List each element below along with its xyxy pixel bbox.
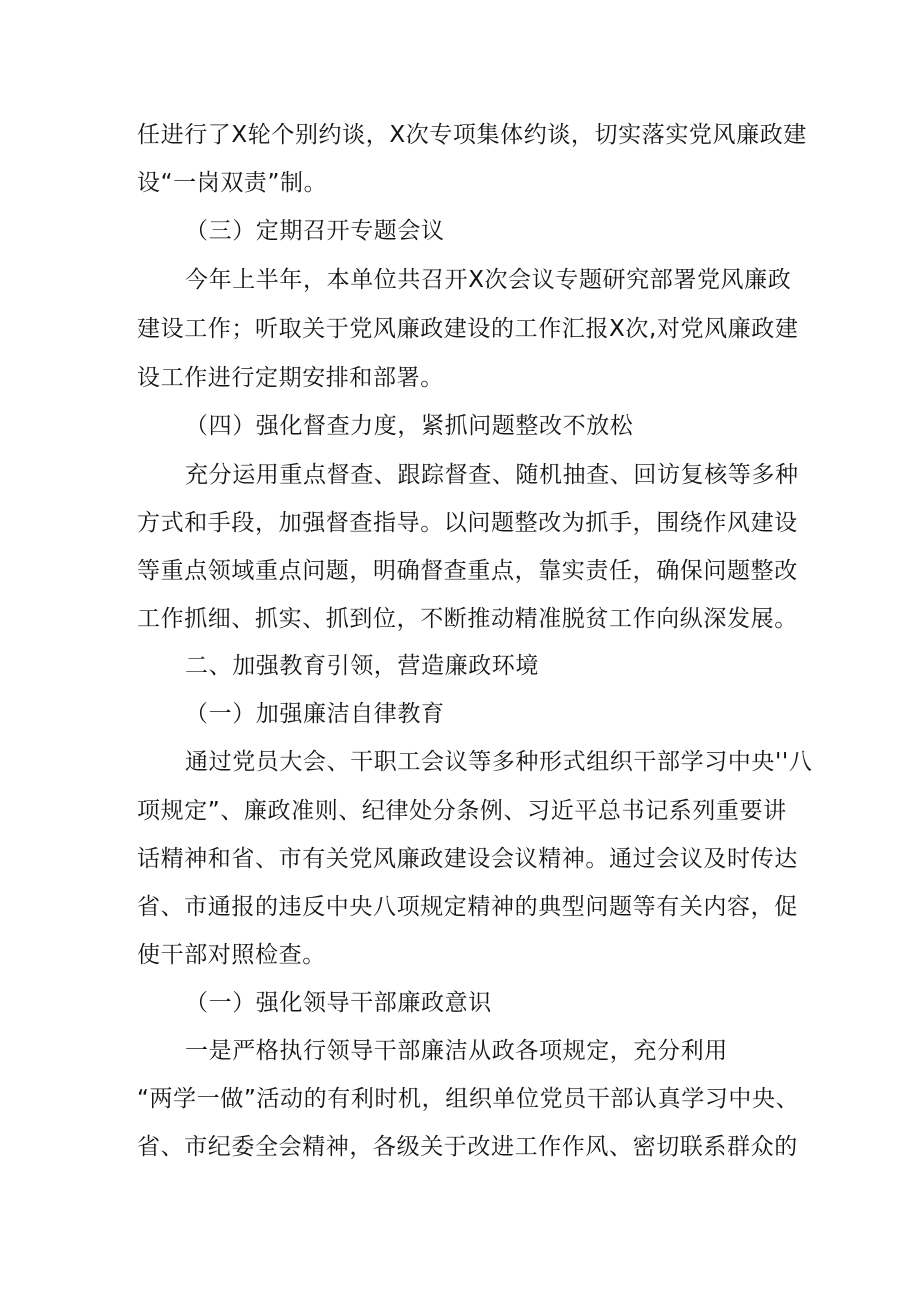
text-line: 设工作进行定期安排和部署。 (137, 365, 444, 391)
section-heading: （一）强化领导干部廉政意识 (185, 990, 492, 1016)
text-line: 使干部对照检查。 (137, 942, 326, 968)
text-line: 省、市通报的违反中央八项规定精神的典型问题等有关内容，促 (137, 894, 798, 920)
text-line: 通过党员大会、干职工会议等多种形式组织干部学习中央''八 (185, 749, 813, 775)
text-line: 任进行了X轮个别约谈，X次专项集体约谈，切实落实党风廉政建 (137, 122, 807, 148)
section-heading: （三）定期召开专题会议 (185, 218, 445, 244)
text-line: 建设工作；听取关于党风廉政建设的工作汇报X次,对党风廉政建 (137, 316, 799, 342)
section-heading: （四）强化督查力度，紧抓问题整改不放松 (185, 413, 634, 439)
chapter-heading: 二、加强教育引领，营造廉政环境 (185, 653, 539, 679)
text-line: 设“一岗双责”制。 (137, 170, 328, 196)
text-line: 话精神和省、市有关党风廉政建设会议精神。通过会议及时传达 (137, 846, 798, 872)
text-line: 一是严格执行领导干部廉洁从政各项规定，充分利用 (185, 1038, 728, 1064)
text-line: 工作抓细、抓实、抓到位，不断推动精准脱贫工作向纵深发展。 (137, 606, 798, 632)
text-line: 项规定”、廉政准则、纪律处分条例、习近平总书记系列重要讲 (137, 798, 787, 824)
section-heading: （一）加强廉洁自律教育 (185, 701, 445, 727)
text-line: 方式和手段，加强督查指导。以问题整改为抓手，围绕作风建设 (137, 510, 798, 536)
text-line: 今年上半年，本单位共召开X次会议专题研究部署党风廉政 (185, 267, 792, 293)
text-line: 充分运用重点督查、跟踪督查、随机抽查、回访复核等多种 (185, 462, 799, 488)
text-line: 等重点领域重点问题，明确督查重点，靠实责任，确保问题整改 (137, 558, 798, 584)
text-line: 省、市纪委全会精神，各级关于改进工作作风、密切联系群众的 (137, 1134, 798, 1160)
text-line: “两学一做”活动的有利时机，组织单位党员干部认真学习中央、 (137, 1086, 800, 1112)
